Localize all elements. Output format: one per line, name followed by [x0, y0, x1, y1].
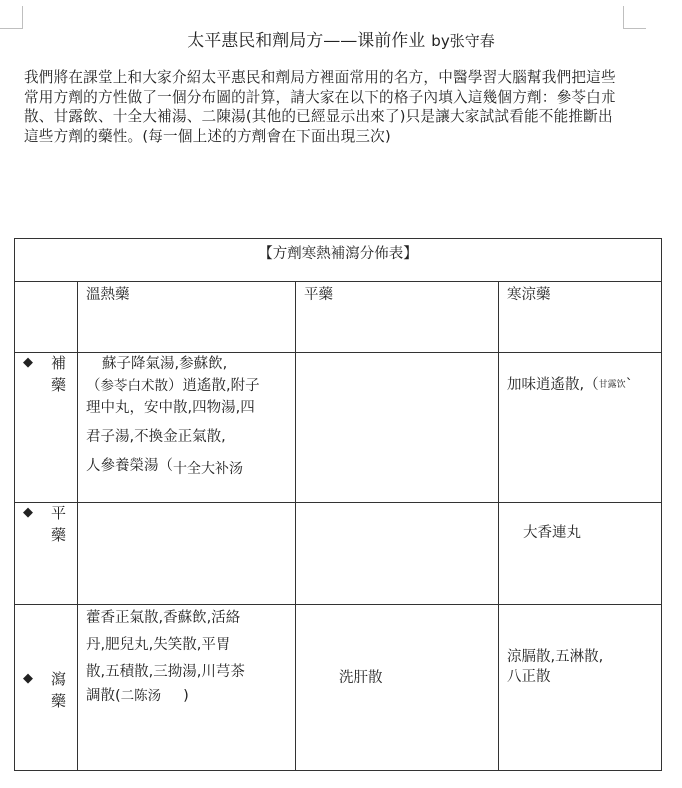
bu-warm-handwritten-1: 参苓白术散	[100, 378, 168, 394]
bu-warm-line-2	[86, 375, 289, 397]
bullet-diamond-icon: ◆	[23, 355, 33, 370]
row-label-bu-char2: 藥	[51, 376, 67, 394]
bu-warm-line-5	[86, 455, 289, 477]
bu-cool-main: 加味逍遙散,（	[507, 377, 599, 393]
bu-warm-line-3: 理中丸，安中散,四物湯,四	[86, 400, 255, 416]
row-label-ping-char1: 平	[51, 504, 67, 522]
xie-neutral-cell[interactable]	[296, 605, 499, 771]
xie-warm-line-3: 散,五積散,三拗湯,川芎茶	[86, 664, 245, 680]
row-label-xie	[15, 605, 78, 771]
ping-cool-text: 大香連丸	[523, 525, 581, 541]
xie-neutral-text: 洗肝散	[339, 670, 383, 686]
row-label-ping	[15, 503, 78, 605]
xie-warm-line-1: 藿香正氣散,香蘇飲,活絡	[86, 610, 241, 626]
bu-warm-line-2a: （	[86, 378, 101, 394]
xie-cool-line-1: 涼膈散,五淋散,	[507, 649, 604, 665]
xie-warm-line-4	[86, 686, 289, 706]
header-cool-cell	[499, 282, 662, 353]
distribution-table	[14, 238, 662, 771]
table-caption-cell	[15, 239, 662, 282]
bullet-diamond-icon: ◆	[23, 671, 33, 686]
bu-warm-line-2b: ）逍遙散,附子	[168, 378, 260, 394]
row-label-bu-char1: 補	[51, 354, 67, 372]
bullet-diamond-icon: ◆	[23, 505, 33, 520]
header-empty-cell	[15, 282, 78, 353]
author-text: by张守春	[431, 32, 495, 50]
header-cool: 寒涼藥	[507, 287, 551, 303]
row-label-xie-char1: 瀉	[51, 670, 67, 688]
ping-cool-cell[interactable]	[499, 503, 662, 605]
table-caption: 【方劑寒熱補瀉分佈表】	[258, 246, 418, 262]
header-neutral: 平藥	[304, 287, 333, 303]
bu-cool-handwritten: 甘露饮	[598, 380, 626, 390]
xie-cool-line-2: 八正散	[507, 669, 551, 685]
bu-warm-line-5a: 人參養榮湯（	[86, 458, 173, 474]
row-label-xie-char2: 藥	[51, 692, 67, 710]
bu-neutral-cell[interactable]	[296, 353, 499, 503]
bu-warm-cell[interactable]	[78, 353, 296, 503]
xie-warm-line-4a: 調散(	[86, 688, 121, 704]
xie-warm-line-4b: )	[183, 688, 189, 704]
xie-cool-text	[499, 605, 661, 687]
bu-warm-handwritten-2: 十全大补汤	[173, 461, 243, 477]
bu-cool-cell[interactable]	[499, 353, 662, 503]
xie-warm-line-2: 丹,肥兒丸,失笑散,平胃	[86, 637, 231, 653]
xie-cool-cell[interactable]	[499, 605, 662, 771]
header-warm: 溫熱藥	[86, 287, 130, 303]
xie-warm-handwritten: 二陈汤	[120, 688, 162, 704]
bu-warm-line-1: 蘇子降氣湯,参蘇飲,	[102, 356, 228, 372]
row-label-bu	[15, 353, 78, 503]
document-title	[0, 26, 682, 51]
bu-warm-text	[78, 353, 295, 477]
bu-cool-text	[499, 353, 661, 400]
header-warm-cell	[78, 282, 296, 353]
row-label-ping-char2: 藥	[51, 526, 67, 544]
title-text: 太平惠民和劑局方——课前作业	[187, 31, 426, 51]
xie-warm-text	[78, 605, 295, 706]
ping-warm-cell[interactable]	[78, 503, 296, 605]
bu-cool-tail: `	[625, 377, 633, 393]
header-neutral-cell	[296, 282, 499, 353]
intro-paragraph: 我們將在課堂上和大家介紹太平惠民和劑局方裡面常用的名方，中醫學習大腦幫我們把這些常用方劑的方性做了一個分布圖的計算，請大家在以下的格子內填入這幾個方劑：參苓白朮散、甘露飲、十全大補湯、二陳湯(其他的已經显示出來了)只是讓大家試試看能不能推斷出這些方劑的藥性。(每一個上述的方劑會在下面出現三次)	[24, 69, 616, 145]
bu-warm-line-4: 君子湯,不換金正氣散,	[86, 429, 226, 445]
xie-warm-cell[interactable]	[78, 605, 296, 771]
ping-neutral-cell[interactable]	[296, 503, 499, 605]
